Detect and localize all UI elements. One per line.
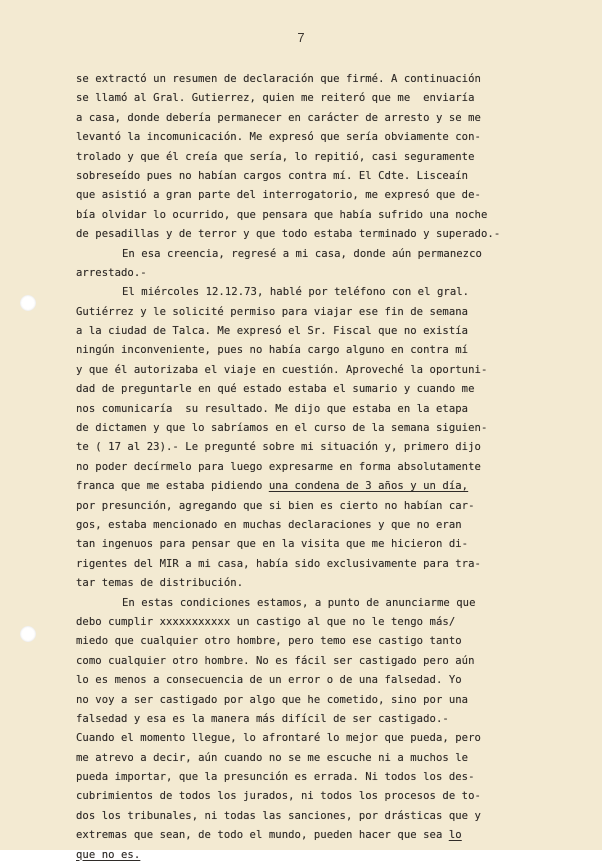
text-line: y que él autorizaba el viaje en cuestión. Aproveché la oportuni- bbox=[76, 363, 488, 376]
text-line: cubrimientos de todos los jurados, ni todos los procesos de to- bbox=[76, 790, 481, 803]
text-line: me atrevo a decir, aún cuando no se me escuche ni a muchos le bbox=[76, 751, 469, 764]
page-number: 7 bbox=[297, 30, 305, 45]
text-line: nos comunicaría su resultado. Me dijo que estaba en la etapa bbox=[76, 402, 469, 415]
text-line: trolado y que él creía que sería, lo repitió, casi seguramente bbox=[76, 150, 475, 163]
text-line: levantó la incomunicación. Me expresó que sería obviamente con- bbox=[76, 131, 481, 144]
text-line: no poder decírmelo para luego expresarme en forma absolutamente bbox=[76, 460, 481, 473]
text-line: te ( 17 al 23).- Le pregunté sobre mi situación y, primero dijo bbox=[76, 441, 481, 454]
text-line: se llamó al Gral. Gutierrez, quien me reiteró que me enviaría bbox=[76, 92, 475, 105]
punch-hole bbox=[20, 295, 36, 311]
text-line: dad de preguntarle en qué estado estaba el sumario y cuando me bbox=[76, 383, 475, 396]
text-line: de pesadillas y de terror y que todo estaba terminado y superado.- bbox=[76, 228, 501, 241]
text-line: de dictamen y que lo sabríamos en el curso de la semana siguien- bbox=[76, 422, 488, 435]
text-line: lo es menos a consecuencia de un error o de una falsedad. Yo bbox=[76, 674, 462, 687]
text-line bbox=[76, 477, 546, 496]
text-line: gos, estaba mencionado en muchas declaraciones y que no eran bbox=[76, 518, 462, 531]
text-line: no voy a ser castigado por algo que he cometido, sino por una bbox=[76, 693, 469, 706]
text-line: como cualquier otro hombre. No es fácil ser castigado pero aún bbox=[76, 654, 475, 667]
text-line bbox=[76, 826, 546, 845]
text-line: Cuando el momento llegue, lo afrontaré lo mejor que pueda, pero bbox=[76, 732, 481, 745]
text-line: miedo que cualquier otro hombre, pero temo ese castigo tanto bbox=[76, 635, 462, 648]
text-line: falsedad y esa es la manera más difícil de ser castigado.- bbox=[76, 712, 449, 725]
text-line: sobreseído pues no habían cargos contra mí. El Cdte. Lisceaín bbox=[76, 169, 469, 182]
text-line: pueda importar, que la presunción es errada. Ni todos los des- bbox=[76, 771, 475, 784]
text-line: ningún inconveniente, pues no había cargo alguno en contra mí bbox=[76, 344, 469, 357]
text-segment: extremas que sean, de todo el mundo, pueden hacer que sea bbox=[76, 829, 449, 842]
underlined-phrase: lo bbox=[448, 829, 462, 842]
text-line: a casa, donde debería permanecer en carácter de arresto y se me bbox=[76, 111, 481, 124]
text-line: tar temas de distribución. bbox=[76, 577, 244, 590]
text-line: En estas condiciones estamos, a punto de anunciarme que bbox=[122, 596, 476, 609]
text-line: bía olvidar lo ocurrido, que pensara que había sufrido una noche bbox=[76, 208, 488, 221]
typewritten-body bbox=[76, 70, 546, 865]
text-line: arrestado.- bbox=[76, 266, 147, 279]
text-line: dos los tribunales, ni todas las sanciones, por drásticas que y bbox=[76, 809, 481, 822]
text-line: El miércoles 12.12.73, hablé por teléfono con el gral. bbox=[122, 286, 470, 299]
underlined-phrase: una condena de 3 años y un día, bbox=[268, 480, 469, 493]
text-line: En esa creencia, regresé a mi casa, donde aún permanezco bbox=[122, 247, 482, 260]
text-line: por presunción, agregando que si bien es cierto no habían car- bbox=[76, 499, 475, 512]
text-line: que asistió a gran parte del interrogatorio, me expresó que de- bbox=[76, 189, 481, 202]
text-line: Gutiérrez y le solicité permiso para viajar ese fin de semana bbox=[76, 305, 469, 318]
text-line bbox=[76, 846, 546, 865]
text-line: rigentes del MIR a mi casa, había sido exclusivamente para tra- bbox=[76, 557, 481, 570]
text-line: se extractó un resumen de declaración que firmé. A continuación bbox=[76, 73, 481, 85]
text-segment: franca que me estaba pidiendo bbox=[76, 480, 269, 493]
punch-hole bbox=[20, 626, 36, 642]
text-line: a la ciudad de Talca. Me expresó el Sr. Fiscal que no existía bbox=[76, 325, 469, 338]
underlined-phrase: que no es. bbox=[76, 848, 141, 861]
text-line: debo cumplir xxxxxxxxxxx un castigo al que no le tengo más/ bbox=[76, 615, 456, 628]
text-line: tan ingenuos para pensar que en la visita que me hicieron di- bbox=[76, 538, 469, 551]
